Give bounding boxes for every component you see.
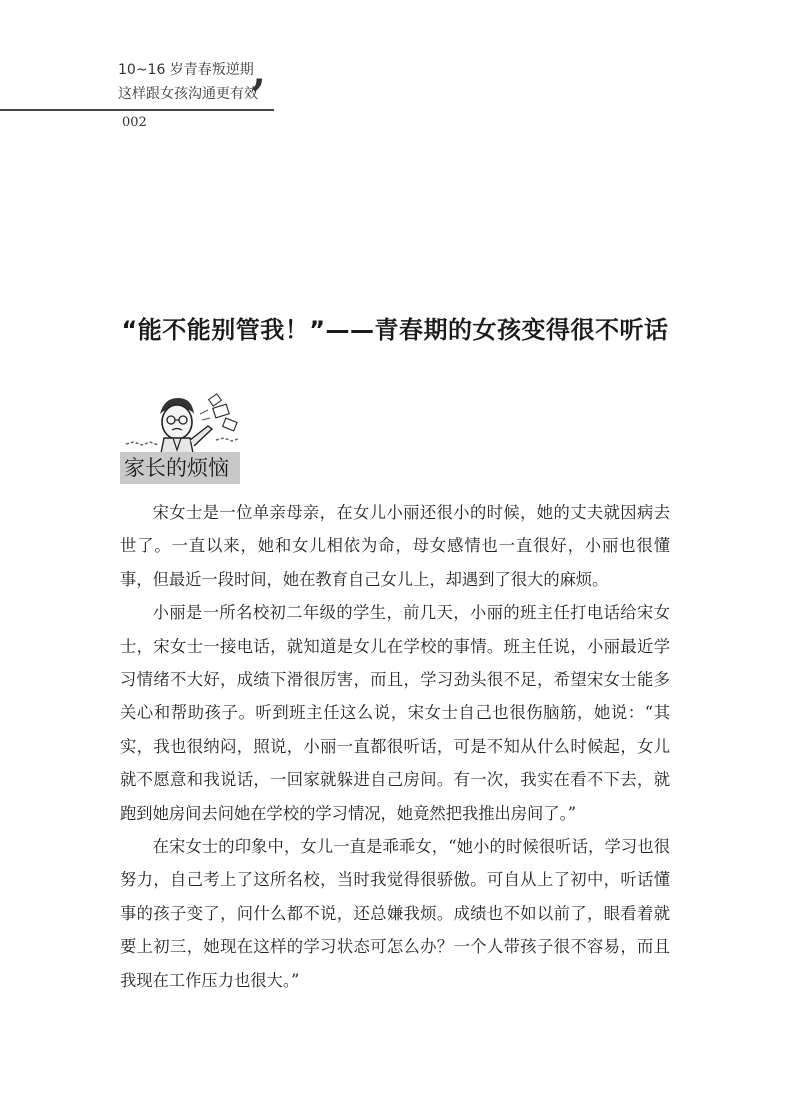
paragraph: 宋女士是一位单亲母亲，在女儿小丽还很小的时候，她的丈夫就因病去世了。一直以来，她和女儿相依为命，母女感情也一直很好，小丽也很懂事，但最近一段时间，她在教育自己女儿上，却遇到了很大的麻烦。	[120, 503, 670, 589]
paragraph: 小丽是一所名校初二年级的学生，前几天，小丽的班主任打电话给宋女士，宋女士一接电话，就知道是女儿在学校的事情。班主任说，小丽最近学习情绪不大好，成绩下滑很厉害，而且，学习劲头很不足，希望宋女士能多关心和帮助孩子。听到班主任这么说，宋女士自己也很伤脑筋，她说：“其实，我也很纳闷，照说，小丽一直都很听话，可是不知从什么时候起，女儿就不愿意和我说话，一回家就躲进自己房间。有一次，我实在看不下去，就跑到她房间去问她在学校的学习情况，她竟然把我推出房间了。”	[120, 603, 670, 823]
paragraph: 在宋女士的印象中，女儿一直是乖乖女，“她小的时候很听话，学习也很努力，自己考上了这所名校，当时我觉得很骄傲。可自从上了初中，听话懂事的孩子变了，问什么都不说，还总嫌我烦。成绩也不如以前了，眼看着就要上初三，她现在这样的学习状态可怎么办？一个人带孩子很不容易，而且我现在工作压力也很大。”	[120, 837, 670, 990]
running-header	[0, 48, 300, 140]
header-rule	[0, 109, 274, 111]
chapter-title: “能不能别管我！”——青春期的女孩变得很不听话	[121, 316, 669, 344]
section-heading: 家长的烦恼	[124, 456, 229, 480]
decorative-comma: ,	[252, 48, 266, 95]
book-title-line1: 10~16 岁青春叛逆期	[118, 62, 254, 78]
page-number: 002	[122, 115, 147, 130]
book-title-line2: 这样跟女孩沟通更有效	[118, 86, 258, 102]
body-text	[120, 496, 670, 997]
